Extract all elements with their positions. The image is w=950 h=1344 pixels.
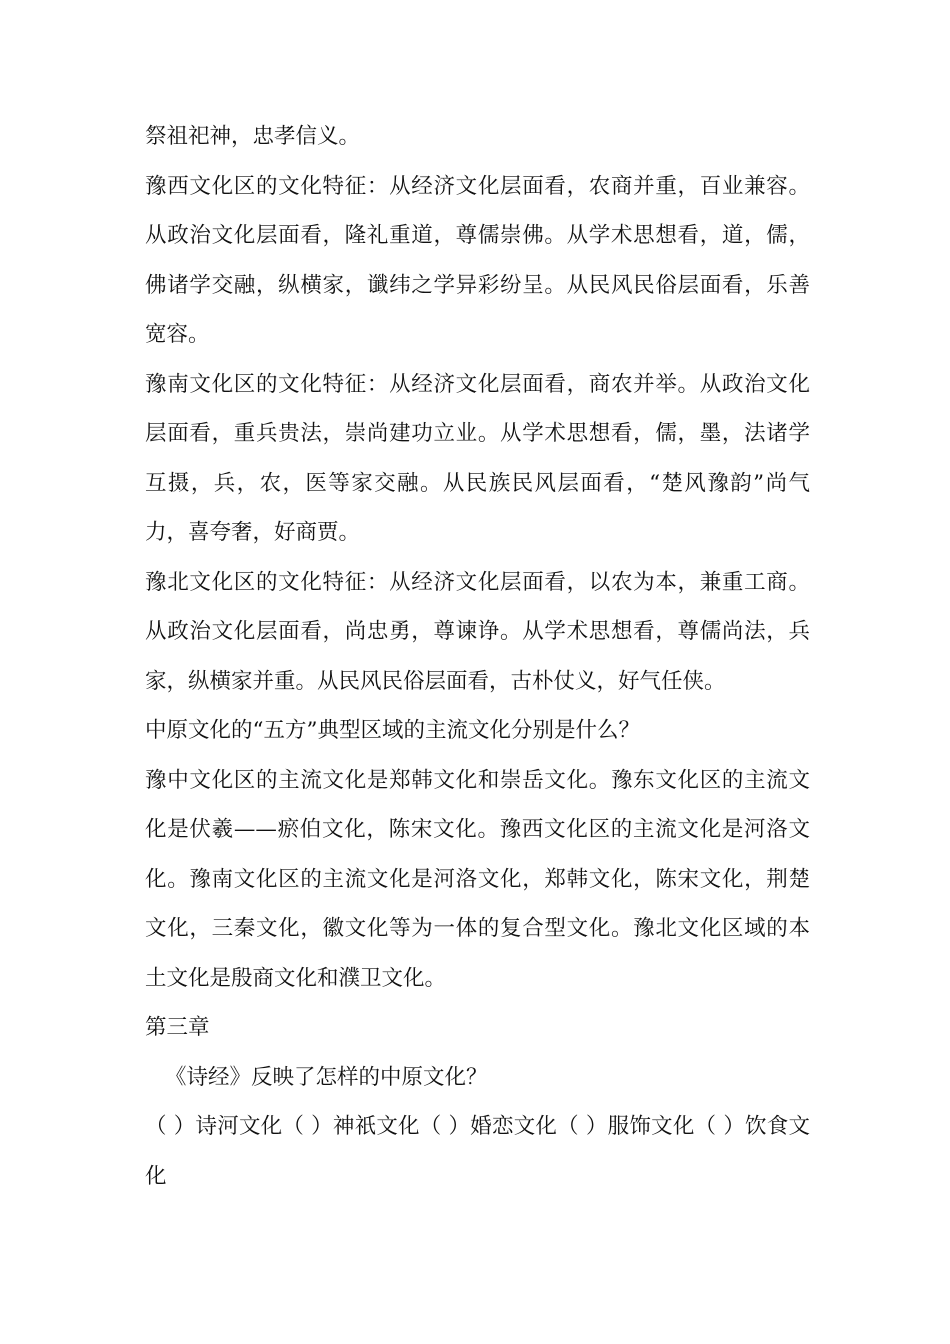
- paragraph-mainstream-cultures: 豫中文化区的主流文化是郑韩文化和崇岳文化。豫东文化区的主流文化是伏羲——瘀伯文化，陈宋文化。豫西文化区的主流文化是河洛文化。豫南文化区的主流文化是河洛文化，郑韩文化，陈宋文化，荆楚文化，三秦文化，徽文化等为一体的复合型文化。豫北文化区域的本土文化是殷商文化和濮卫文化。: [145, 767, 810, 991]
- chapter-title: 第三章: [145, 1015, 210, 1040]
- options-line: （ ）诗河文化（ ）神祇文化（ ）婚恋文化（ ）服饰文化（ ）饮食文化: [145, 1114, 810, 1189]
- paragraph-yuxi-features: 豫西文化区的文化特征：从经济文化层面看，农商并重，百业兼容。从政治文化层面看，隆礼重道，尊儒崇佛。从学术思想看，道，儒，佛诸学交融，纵横家，谶纬之学异彩纷呈。从民风民俗层面看，乐善宽容。: [145, 173, 810, 347]
- paragraph-yunan-features: 豫南文化区的文化特征：从经济文化层面看，商农并举。从政治文化层面看，重兵贵法，崇尚建功立业。从学术思想看，儒，墨，法诸学互摄，兵，农，医等家交融。从民族民风层面看，“楚风豫韵”尚气力，喜夸奢，好商贾。: [145, 371, 810, 545]
- paragraph-intro-fragment: 祭祖祀神，忠孝信义。: [145, 124, 361, 149]
- document-page: [145, 112, 810, 1201]
- question-five-regions: 中原文化的“五方”典型区域的主流文化分别是什么？: [145, 718, 640, 743]
- paragraph-yubei-features: 豫北文化区的文化特征：从经济文化层面看，以农为本，兼重工商。从政治文化层面看，尚忠勇，尊谏诤。从学术思想看，尊儒尚法，兵家，纵横家并重。从民风民俗层面看，古朴仗义，好气任侠。: [145, 569, 810, 694]
- question-shijing: 《诗经》反映了怎样的中原文化？: [165, 1064, 488, 1090]
